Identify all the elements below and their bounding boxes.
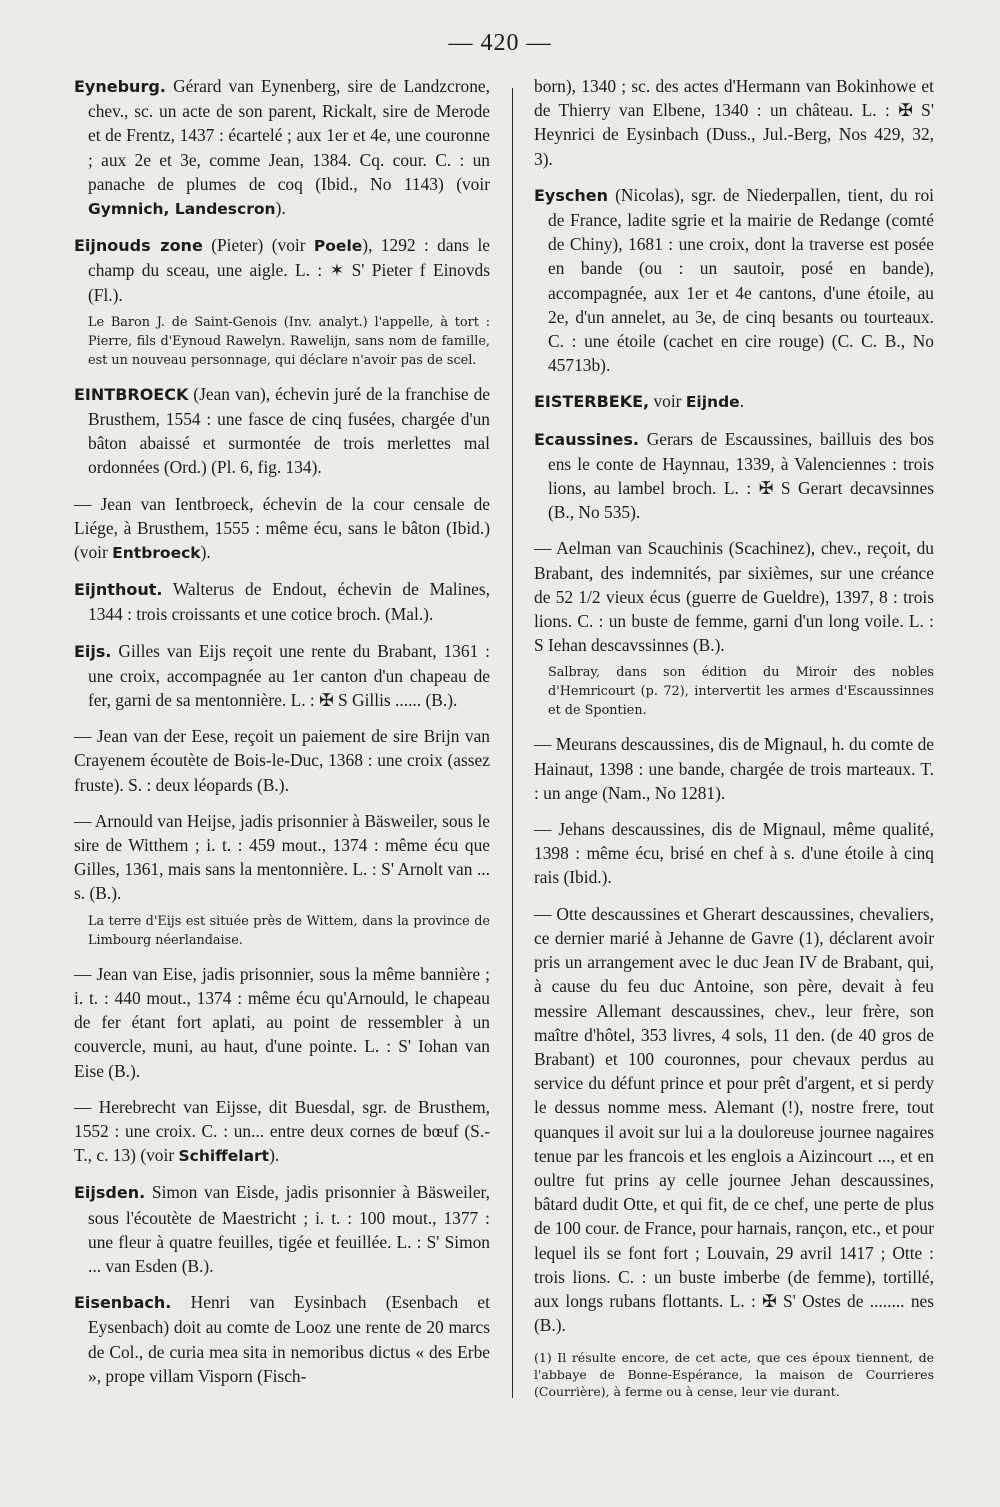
sub-entry: — Jean van der Eese, reçoit un paiement de sire Brijn van Crayenem écoutète de Bois-le-Duc, 1368 : une croix (assez fruste). S. : deux léopards (B.). xyxy=(74,726,490,795)
entry-eijnouds-zone xyxy=(74,233,490,307)
entry-text: Gilles van Eijs reçoit une rente du Brabant, 1361 : une croix, accompagnée au 1er canton d'un chapeau de fer, garni de sa mentonnière. L. : ✠ S Gillis ...... (B.). xyxy=(88,640,490,711)
headword: Eijsden. xyxy=(74,1183,146,1203)
sub-entry: — Aelman van Scauchinis (Scachinez), chev., reçoit, du Brabant, des indemnités, par sixièmes, sur une créance de 52 1/2 vieux écus (guerre de Gueldre), 1397, 8 : trois lions. C. : un buste de femme, garni d'un long voile. L. : S Iehan descavssinnes (B.). xyxy=(534,538,934,656)
footnote: (1) Il résulte encore, de cet acte, que ces époux tiennent, de l'abbaye de Bonne-Espérance, la maison de Courrieres (Courrière), à ferme ou à cense, leur vie durant. xyxy=(534,1350,934,1400)
headword: Eisenbach. xyxy=(74,1293,172,1313)
headword: Eijs. xyxy=(74,641,112,661)
sub-entry xyxy=(74,492,490,566)
headword: Eijnthout. xyxy=(74,580,163,600)
entry-eyneburg xyxy=(74,74,490,221)
sub-entry: — Jean van Eise, jadis prisonnier, sous la même bannière ; i. t. : 440 mout., 1374 : même écu qu'Arnould, le chapeau de fer étant fort aplati, au point de ressembler à un couvercle, muni, au haut, d'une pointe. L. : S' Iohan van Eise (B.). xyxy=(74,963,490,1081)
sub-entry: — Otte descaussines et Gherart descaussines, chevaliers, ce dernier marié à Jehanne de Gavre (1), déclarent avoir pris un arrangement avec le duc Jean IV de Brabant, qui, à cause du feu duc Antoine, son père, devait à feu messire Allemant descaussines, chev., leur frère, son maître d'hôtel, 353 livres, 4 sols, 11 den. (de 40 gros de Brabant) et 100 couronnes, pour chevaux perdus au service du défunt prince et pour prêt d'argent, et si perdy le dessus nomme mess. Alemant (!), nostre frere, tout quanques il avoit sur lui a la douloreuse journee nagaires tenue par les francois et les englois a Aizincourt ..., et en oultre fut prins ay celle journee Jehan descaussines, bâtard dudit Otte, et qui fit, de ce chef, une perte de plus de 100 cour. de France, pour harnais, rançon, etc., et pour lequel ils se font fort ; Louvain, 29 avril 1417 ; Otte : trois lions. C. : un buste imberbe (de femme), tortillé, aux longs rubans flottants. L. : ✠ S' Ostes de ........ nes (B.). xyxy=(534,903,934,1336)
sub-entry: — Jehans descaussines, dis de Mignaul, même qualité, 1398 : même écu, brisé en chef à s. d'une étoile à cinq rais (Ibid.). xyxy=(534,819,934,888)
entry-tail: . xyxy=(739,391,745,412)
small-note: Salbray, dans son édition du Miroir des nobles d'Hemricourt (p. 72), intervertit les armes d'Escaussinnes et de Spontien. xyxy=(548,665,934,719)
cross-reference: Poele xyxy=(313,237,363,256)
entry-text: (Jean van), échevin juré de la franchise de Brusthem, 1554 : une fasce de cinq fusées, chargée d'un bâton abaissé et surmontée de trois merlettes mal ordonnées (Ord.) (Pl. 6, fig. 134). xyxy=(88,383,490,478)
headword: Eyneburg. xyxy=(74,77,166,96)
column-rule xyxy=(512,88,513,1398)
cross-reference: Schiffelart xyxy=(178,1147,270,1166)
entry-text: Walterus de Endout, échevin de Malines, 1344 : trois croissants et une cotice broch. (Mal.). xyxy=(88,579,490,625)
entry-tail: ). xyxy=(269,1145,280,1166)
cross-reference: Gymnich, Landescron xyxy=(88,200,276,219)
entry-eisenbach xyxy=(74,1290,490,1388)
entry-eyschen xyxy=(534,183,934,378)
sub-entry: — Arnould van Heijse, jadis prisonnier à Bäsweiler, sous le sire de Witthem ; i. t. : 459 mout., 1374 : même écu que Gilles, 1361, mais sans la mentonnière. L. : S' Arnolt van ... s. (B.). xyxy=(74,810,490,904)
small-note: Le Baron J. de Saint-Genois (Inv. analyt.) l'appelle, à tort : Pierre, fils d'Eynoud Rawelyn. Rawelijn, sans nom de famille, est un nouveau personnage, qui déclare n'avoir pas de scel. xyxy=(88,314,490,368)
entry-eisterbeke xyxy=(534,389,934,414)
entry-text: Gerars de Escaussines, bailluis des bos ens le conte de Haynnau, 1339, à Valenciennes : trois lions, au lambel broch. L. : ✠ S Gerart decavsinnes (B., No 535). xyxy=(548,428,934,523)
entry-text: — Herebrecht van Eijsse, dit Buesdal, sgr. de Brusthem, 1552 : une croix. C. : un... entre deux cornes de bœuf (S.-T., c. 13) (voir xyxy=(74,1096,490,1166)
entry-text: Simon van Eisde, jadis prisonnier à Bäsweiler, sous l'écoutète de Maestricht ; i. t. : 100 mout., 1377 : une fleur à quatre feuilles, tigée et feuillée. L. : S' Simon ... van Esden (B.). xyxy=(88,1182,490,1276)
small-note: La terre d'Eijs est située près de Wittem, dans la province de Limbourg néerlandaise. xyxy=(88,913,490,948)
entry-eijsden xyxy=(74,1180,490,1278)
sub-entry xyxy=(74,1095,490,1169)
sub-entry: — Meurans descaussines, dis de Mignaul, h. du comte de Hainaut, 1398 : une bande, chargée de trois marteaux. T. : un ange (Nam., No 1281). xyxy=(534,734,934,803)
right-column xyxy=(534,74,934,1413)
headword: Eyschen xyxy=(534,185,608,205)
entry-text: voir xyxy=(649,391,686,412)
page-number: — 420 — xyxy=(448,30,552,56)
headword: EISTERBEKE, xyxy=(534,392,650,412)
entry-eijnthout xyxy=(74,577,490,626)
entry-ecaussines xyxy=(534,427,934,525)
entry-text: (Nicolas), sgr. de Niederpallen, tient, du roi de France, ladite sgrie et la mairie de Redange (comté de Chiny), 1681 : une croix, dont la traverse est posée en bande (ou : un sautoir, posé en bande), accompagnée, aux 1er et 4e cantons, d'une étoile, au 2e, d'un annelet, au 3e, de cinq besants ou tourteaux. C. : une étoile (cachet en cire rouge) (C. C. B., No 45713b). xyxy=(548,184,934,376)
sub-entry: born), 1340 ; sc. des actes d'Hermann van Bokinhowe et de Thierry van Elbene, 1340 : un château. L. : ✠ S' Heynrici de Eysinbach (Duss., Jul.-Berg, Nos 429, 32, 3). xyxy=(534,76,934,169)
entry-tail: ). xyxy=(200,542,211,563)
entry-eintbroeck xyxy=(74,382,490,480)
entry-eijs xyxy=(74,639,490,713)
headword: EINTBROECK xyxy=(74,384,189,404)
entry-text: Gérard van Eynenberg, sire de Landzcrone, chev., sc. un acte de son parent, Rickalt, sire de Merode et de Frentz, 1437 : écartelé ; aux 1er et 4e, une couronne ; aux 2e et 3e, comme Jean, 1384. Cq. cour. C. : un panache de plumes de coq (Ibid., No 1143) (voir xyxy=(88,76,490,194)
cross-reference: Eijnde xyxy=(685,393,740,412)
entry-text: — Jean van Ientbroeck, échevin de la cour censale de Liége, à Brusthem, 1555 : même écu, sans le bâton (Ibid.) (voir xyxy=(74,493,490,563)
entry-tail: ), 1292 : dans le champ du sceau, une aigle. L. : ✶ S' Pieter f Einovds (Fl.). xyxy=(88,235,490,305)
cross-reference: Entbroeck xyxy=(112,544,201,563)
entry-tail: ). xyxy=(275,198,286,219)
headword: Ecaussines. xyxy=(534,429,639,449)
left-column xyxy=(74,74,490,1400)
headword: Eijnouds zone xyxy=(74,236,203,256)
entry-text: Henri van Eysinbach (Esenbach et Eysenbach) doit au comte de Looz une rente de 20 marcs de Col., de curia mea sita in nemoribus dictus « des Erbe », prope villam Visporn (Fisch- xyxy=(88,1292,490,1386)
entry-text: (Pieter) (voir xyxy=(202,235,314,256)
